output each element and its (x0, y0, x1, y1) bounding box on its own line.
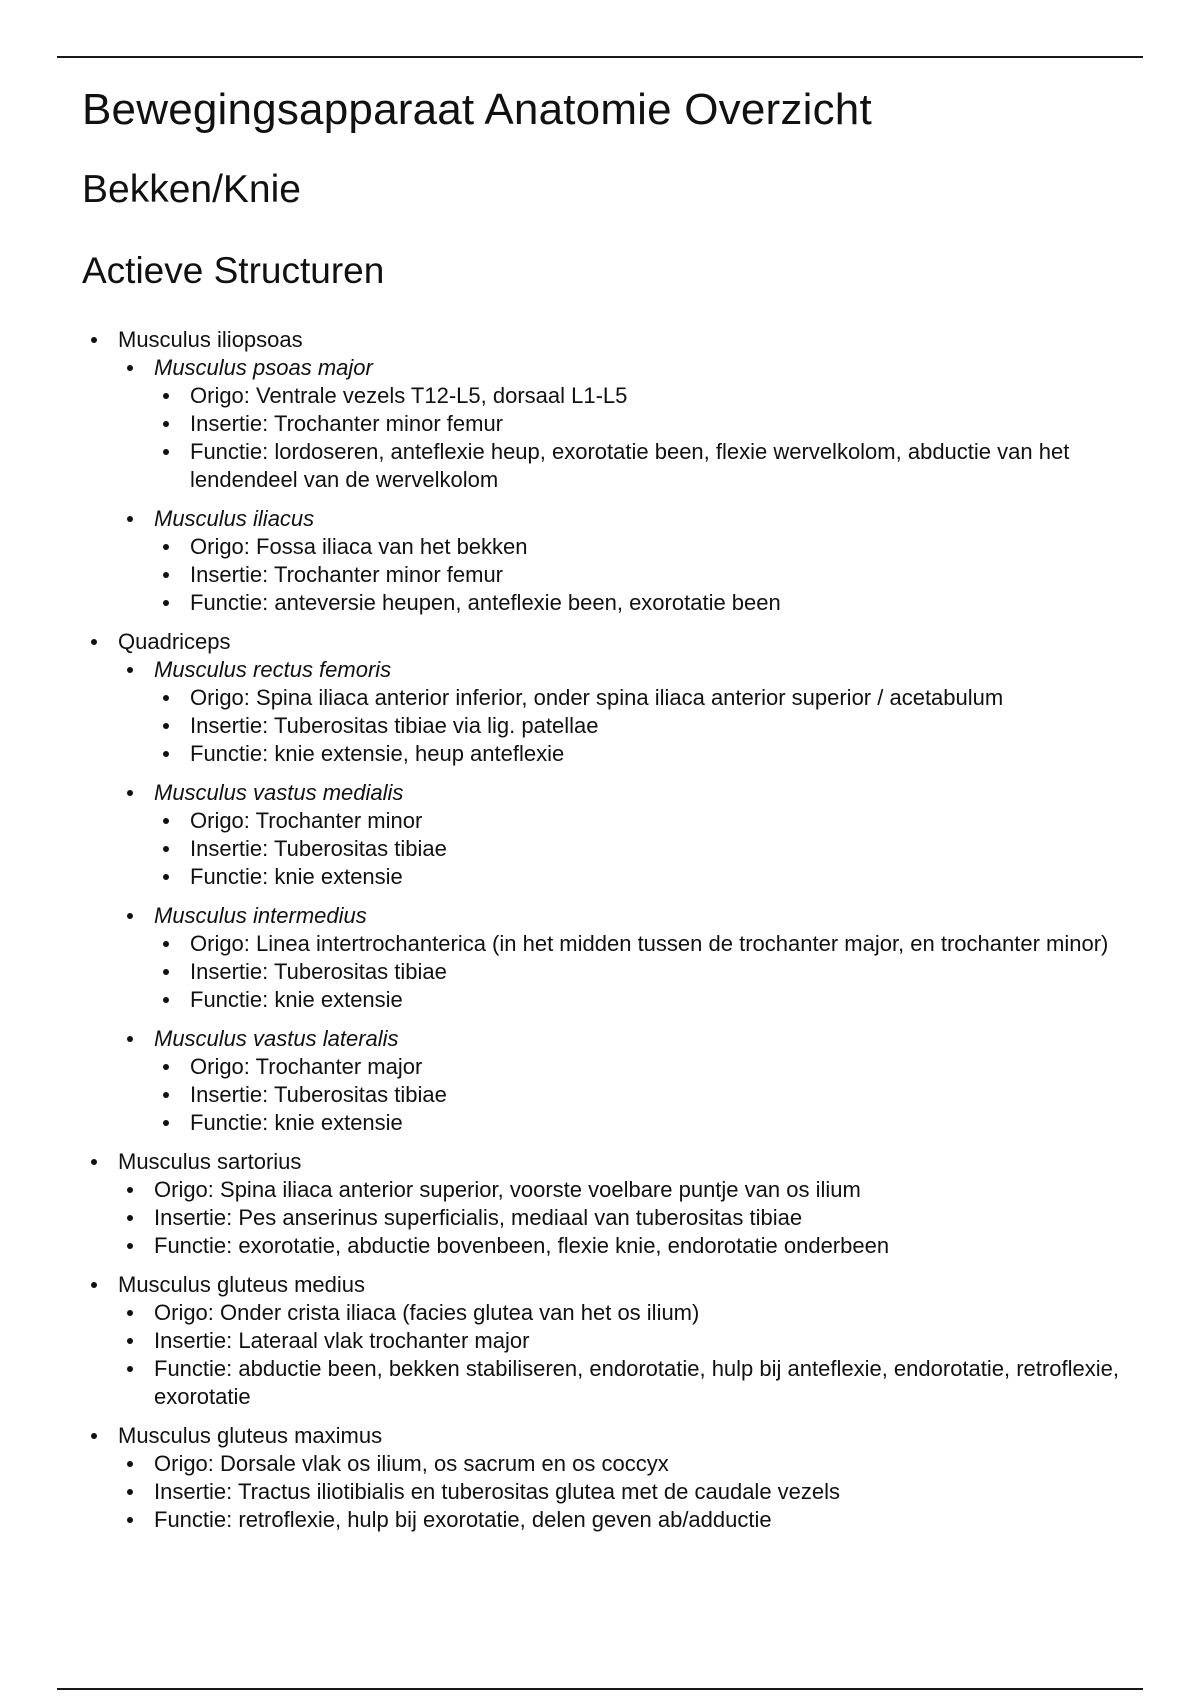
document-title: Bewegingsapparaat Anatomie Overzicht (82, 85, 872, 134)
detail-text: Insertie: Tuberositas tibiae (190, 959, 447, 984)
list-item (118, 1232, 1142, 1260)
muscle-label: Musculus intermedius (154, 903, 367, 928)
detail-list (154, 684, 1142, 768)
detail-list (118, 1450, 1142, 1534)
list-item-rectus-femoris (118, 656, 1142, 768)
detail-text: Origo: Ventrale vezels T12-L5, dorsaal L1-L5 (190, 383, 628, 408)
detail-text: Origo: Onder crista iliaca (facies glutea van het os ilium) (154, 1300, 700, 1325)
detail-text: Origo: Spina iliaca anterior inferior, onder spina iliaca anterior superior / acetabulum (190, 685, 1004, 710)
detail-text: Functie: retroflexie, hulp bij exorotatie, delen geven ab/adductie (154, 1507, 772, 1532)
list-item (154, 835, 1142, 863)
list-item (154, 533, 1142, 561)
list-item-psoas-major (118, 354, 1142, 494)
detail-text: Insertie: Lateraal vlak trochanter major (154, 1328, 530, 1353)
list-item (154, 438, 1142, 494)
detail-text: Origo: Fossa iliaca van het bekken (190, 534, 528, 559)
detail-text: Origo: Linea intertrochanterica (in het midden tussen de trochanter major, en trochanter minor) (190, 931, 1109, 956)
detail-list (154, 382, 1142, 494)
top-divider (57, 56, 1143, 58)
detail-text: Functie: knie extensie (190, 1110, 403, 1135)
muscle-label: Musculus vastus medialis (154, 780, 404, 805)
detail-text: Functie: abductie been, bekken stabiliseren, endorotatie, hulp bij anteflexie, endorotatie, retroflexie, exorotatie (154, 1356, 1119, 1409)
detail-text: Insertie: Tuberositas tibiae (190, 836, 447, 861)
list-item (118, 1450, 1142, 1478)
list-item-gluteus-maximus (82, 1422, 1142, 1534)
detail-text: Origo: Dorsale vlak os ilium, os sacrum en os coccyx (154, 1451, 669, 1476)
group-label: Quadriceps (118, 629, 231, 654)
detail-text: Insertie: Trochanter minor femur (190, 411, 504, 436)
detail-text: Origo: Trochanter major (190, 1054, 423, 1079)
list-item-sartorius (82, 1148, 1142, 1260)
list-item (118, 1506, 1142, 1534)
list-item-vastus-medialis (118, 779, 1142, 891)
muscle-label: Musculus vastus lateralis (154, 1026, 399, 1051)
muscle-label: Musculus psoas major (154, 355, 373, 380)
detail-text: Functie: knie extensie, heup anteflexie (190, 741, 565, 766)
muscle-label: Musculus iliacus (154, 506, 315, 531)
detail-text: Origo: Spina iliaca anterior superior, voorste voelbare puntje van os ilium (154, 1177, 861, 1202)
list-item (154, 1053, 1142, 1081)
list-item (118, 1355, 1142, 1411)
list-item (118, 1478, 1142, 1506)
list-item-vastus-lateralis (118, 1025, 1142, 1137)
detail-text: Functie: lordoseren, anteflexie heup, exorotatie been, flexie wervelkolom, abductie van het lendendeel van de wervelkolom (190, 439, 1070, 492)
list-item (154, 684, 1142, 712)
list-item (154, 1109, 1142, 1137)
detail-text: Functie: exorotatie, abductie bovenbeen, flexie knie, endorotatie onderbeen (154, 1233, 890, 1258)
list-item-gluteus-medius (82, 1271, 1142, 1411)
detail-list (118, 1176, 1142, 1260)
list-item (154, 382, 1142, 410)
list-item (118, 1299, 1142, 1327)
list-item (154, 712, 1142, 740)
detail-text: Origo: Trochanter minor (190, 808, 423, 833)
document-body (82, 78, 1142, 1534)
list-item (154, 958, 1142, 986)
section-heading: Actieve Structuren (82, 250, 385, 291)
detail-text: Insertie: Pes anserinus superficialis, mediaal van tuberositas tibiae (154, 1205, 803, 1230)
list-item-iliopsoas (82, 326, 1142, 617)
detail-list (154, 533, 1142, 617)
detail-text: Functie: knie extensie (190, 864, 403, 889)
list-item (154, 1081, 1142, 1109)
detail-text: Functie: knie extensie (190, 987, 403, 1012)
list-item-intermedius (118, 902, 1142, 1014)
muscle-label: Musculus rectus femoris (154, 657, 392, 682)
list-item (154, 930, 1142, 958)
sub-list (118, 656, 1142, 1137)
detail-text: Insertie: Tuberositas tibiae via lig. patellae (190, 713, 599, 738)
sub-list (118, 354, 1142, 617)
detail-list (154, 930, 1142, 1014)
group-label: Musculus sartorius (118, 1149, 302, 1174)
detail-text: Insertie: Trochanter minor femur (190, 562, 504, 587)
list-item (118, 1204, 1142, 1232)
list-item (154, 986, 1142, 1014)
detail-text: Insertie: Tuberositas tibiae (190, 1082, 447, 1107)
list-item (154, 589, 1142, 617)
bottom-divider (57, 1688, 1143, 1690)
subtitle-heading: Bekken/Knie (82, 168, 301, 211)
detail-list (154, 1053, 1142, 1137)
detail-list (154, 807, 1142, 891)
list-item (154, 863, 1142, 891)
list-item-quadriceps (82, 628, 1142, 1137)
list-item (154, 561, 1142, 589)
list-item (154, 807, 1142, 835)
group-label: Musculus iliopsoas (118, 327, 303, 352)
list-item (154, 410, 1142, 438)
structure-list (82, 326, 1142, 1534)
list-item (118, 1176, 1142, 1204)
group-label: Musculus gluteus medius (118, 1272, 366, 1297)
list-item (118, 1327, 1142, 1355)
detail-list (118, 1299, 1142, 1411)
list-item-iliacus (118, 505, 1142, 617)
list-item (154, 740, 1142, 768)
detail-text: Insertie: Tractus iliotibialis en tuberositas glutea met de caudale vezels (154, 1479, 841, 1504)
group-label: Musculus gluteus maximus (118, 1423, 383, 1448)
detail-text: Functie: anteversie heupen, anteflexie been, exorotatie been (190, 590, 781, 615)
